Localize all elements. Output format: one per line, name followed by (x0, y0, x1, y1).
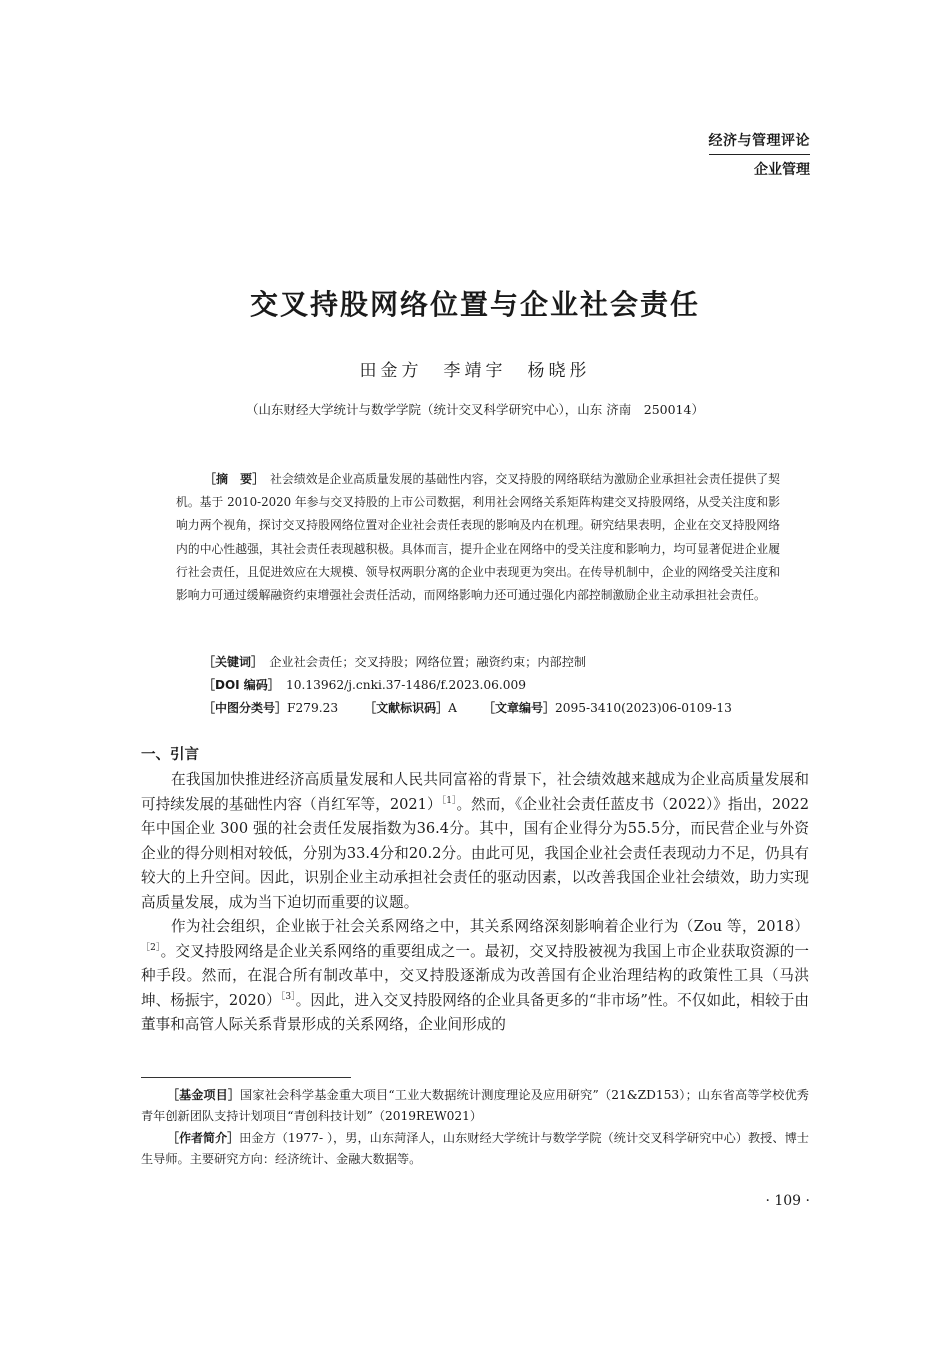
keywords (203, 652, 803, 672)
paragraph-text: 在我国加快推进经济高质量发展和人民共同富裕的背景下，社会绩效越来越成为企业高质量发展和可持续发展的基础性内容（肖红军等，2021） (141, 771, 809, 813)
doi-label: ［DOI 编码］ (203, 678, 274, 692)
article-authors: 田金方 李靖宇 杨晓彤 (359, 361, 591, 381)
article-no-value: 2095-3410(2023)06-0109-13 (554, 701, 732, 715)
clc-label: ［中图分类号］ (203, 701, 288, 715)
section-heading: 一、引言 (141, 747, 199, 763)
keywords-text: 企业社会责任；交叉持股；网络位置；融资约束；内部控制 (269, 655, 587, 669)
author-label: ［作者简介］ (167, 1131, 240, 1145)
paragraph-text: 。因此，进入交叉持股网络的企业具备更多的“非市场”性。不仅如此，相较于由董事和高管人际关系背景形成的关系网络，企业间形成的 (141, 991, 809, 1033)
abstract (176, 468, 780, 607)
doi-text: 10.13962/j.cnki.37-1486/f.2023.06.009 (286, 678, 526, 692)
paragraph-text: 作为社会组织，企业嵌于社会关系网络之中，其关系网络深刻影响着企业行为（Zou 等，2018） (171, 918, 809, 935)
citation-ref: ［1］ (441, 795, 457, 806)
body-paragraph (141, 915, 809, 1038)
fund-label: ［基金项目］ (167, 1088, 241, 1102)
doc-code-value: A (448, 701, 457, 715)
author-text: 田金方（1977- ），男，山东菏泽人，山东财经大学统计与数学学院（统计交叉科学研究中心）教授、博士生导师。主要研究方向：经济统计、金融大数据等。 (141, 1131, 809, 1166)
article-title: 交叉持股网络位置与企业社会责任 (249, 288, 700, 321)
article-affiliation: （山东财经大学统计与数学学院（统计交叉科学研究中心），山东 济南 250014） (246, 402, 704, 417)
doc-code-label: ［文献标识码］ (364, 701, 449, 715)
abstract-text: 社会绩效是企业高质量发展的基础性内容，交叉持股的网络联结为激励企业承担社会责任提供了契机。基于 2010-2020 年参与交叉持股的上市公司数据，利用社会网络关系矩阵构建交叉持股网络，从受关注度和影响力两个视角，探讨交叉持股网络位置对企业社会责任表现的影响及内在机理。研究结果表明，企业在交叉持股网络内的中心性越强，其社会责任表现越积极。具体而言，提升企业在网络中的受关注度和影响力，均可显著促进企业履行社会责任，且促进效应在大规模、领导权两职分离的企业中表现更为突出。在传导机制中，企业的网络受关注度和影响力可通过缓解融资约束增强社会责任活动，而网络影响力还可通过强化内部控制激励企业主动承担社会责任。 (176, 472, 780, 603)
citation-ref: ［3］ (280, 991, 296, 1002)
page-number: · 109 · (765, 1193, 810, 1209)
citation-ref: ［2］ (141, 942, 161, 953)
keywords-label: ［关键词］ (203, 655, 258, 669)
body-text (141, 768, 809, 1038)
author-note (141, 1128, 809, 1169)
paragraph-text: 。交叉持股网络是企业关系网络的重要组成之一。最初，交叉持股被视为我国上市企业获取资源的一种手段。然而，在混合所有制改革中，交叉持股逐渐成为改善国有企业治理结构的政策性工具（马洪坤、杨振宇，2020） (141, 942, 809, 1009)
abstract-paragraph (176, 468, 780, 607)
journal-section: 企业管理 (754, 162, 810, 178)
journal-header (709, 130, 811, 179)
fund-note (141, 1085, 809, 1126)
doi (203, 675, 803, 695)
fund-text: 国家社会科学基金重大项目“工业大数据统计测度理论及应用研究”（21&ZD153）；山东省高等学校优秀青年创新团队支持计划项目“青创科技计划”（2019REW021） (141, 1088, 809, 1123)
classification (203, 698, 803, 718)
footnote-divider (141, 1077, 351, 1078)
abstract-label: ［摘 要］ (204, 472, 259, 486)
journal-name: 经济与管理评论 (709, 130, 811, 155)
paragraph-text: 。然而，《企业社会责任蓝皮书（2022）》指出，2022年中国企业 300 强的社会责任发展指数为36.4分。其中，国有企业得分为55.5分，而民营企业与外资企业的得分则相对较低，分别为33.4分和20.2分。由此可见，我国企业社会责任表现动力不足，仍具有较大的上升空间。因此，识别企业主动承担社会责任的驱动因素，以改善我国企业社会绩效，助力实现高质量发展，成为当下迫切而重要的议题。 (141, 795, 809, 911)
clc-value: F279.23 (287, 701, 339, 715)
article-no-label: ［文章编号］ (482, 701, 555, 715)
body-paragraph (141, 768, 809, 915)
footnotes (141, 1085, 809, 1171)
